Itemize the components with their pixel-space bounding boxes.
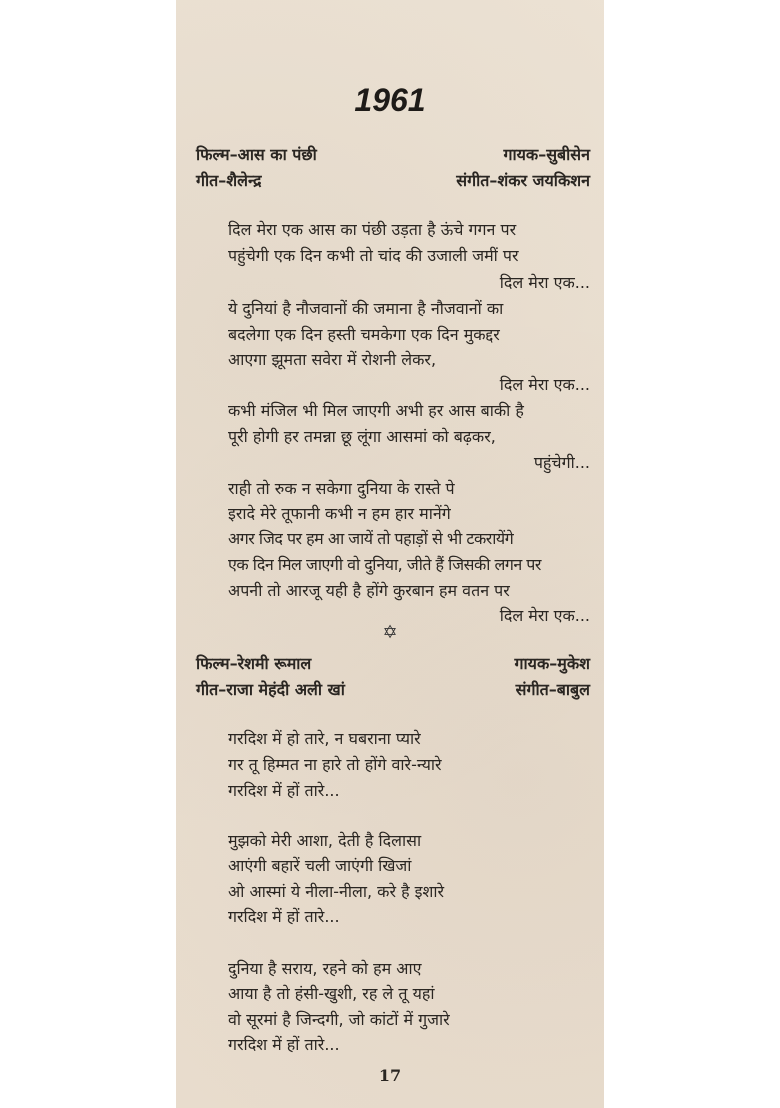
- song1-music: संगीत–शंकर जयकिशन: [456, 171, 590, 190]
- song2-line: गरदिश में हो तारे, न घबराना प्यारे: [228, 729, 421, 748]
- song1-refrain: पहुंचेगी...: [533, 453, 590, 472]
- song1-line: एक दिन मिल जाएगी वो दुनिया, जीते हैं जिसकी लगन पर: [228, 555, 541, 574]
- song1-refrain: दिल मेरा एक...: [499, 606, 590, 625]
- song2-lyricist: गीत–राजा मेहंदी अली खां: [196, 680, 345, 699]
- song2-refrain: गरदिश में हों तारे...: [228, 781, 340, 800]
- song2-line: गर तू हिम्मत ना हारे तो होंगे वारे-न्यारे: [228, 755, 442, 774]
- song1-line: राही तो रुक न सकेगा दुनिया के रास्ते पे: [228, 479, 455, 498]
- song1-refrain: दिल मेरा एक...: [499, 375, 590, 394]
- song2-music: संगीत–बाबुल: [515, 680, 590, 699]
- song1-film: फिल्म–आस का पंछी: [196, 145, 317, 164]
- song2-line: मुझको मेरी आशा, देती है दिलासा: [228, 831, 422, 850]
- song1-lyricist: गीत–शैलेन्द्र: [196, 171, 262, 190]
- song1-line: अगर जिद पर हम आ जायें तो पहाड़ों से भी टकरायेंगे: [228, 529, 514, 548]
- song1-line: अपनी तो आरजू यही है होंगे कुरबान हम वतन पर: [228, 581, 510, 600]
- song1-line: पहुंचेगी एक दिन कभी तो चांद की उजाली जमीं पर: [228, 246, 519, 265]
- song1-line: इरादे मेरे तूफानी कभी न हम हार मानेंगे: [228, 504, 451, 523]
- song2-refrain: गरदिश में हों तारे...: [228, 1035, 340, 1054]
- song1-refrain: दिल मेरा एक...: [499, 273, 590, 292]
- song1-line: बदलेगा एक दिन हस्ती चमकेगा एक दिन मुकद्दर: [228, 325, 500, 344]
- song2-film: फिल्म–रेशमी रूमाल: [196, 654, 312, 673]
- song2-line: दुनिया है सराय, रहने को हम आए: [228, 959, 422, 978]
- song2-line: आएंगी बहारें चली जाएंगी खिजां: [228, 856, 412, 875]
- song1-line: आएगा झूमता सवेरा में रोशनी लेकर,: [228, 350, 437, 369]
- page-number: 17: [378, 1066, 402, 1085]
- book-page: [176, 0, 604, 1108]
- song2-line: आया है तो हंसी-खुशी, रह ले तू यहां: [228, 984, 435, 1003]
- song2-line: ओ आस्मां ये नीला-नीला, करे है इशारे: [228, 882, 445, 901]
- song1-line: पूरी होगी हर तमन्ना छू लूंगा आसमां को बढ़कर,: [228, 427, 496, 446]
- song1-line: कभी मंजिल भी मिल जाएगी अभी हर आस बाकी है: [228, 401, 524, 420]
- star-of-david-icon: ✡: [382, 622, 398, 643]
- song2-singer: गायक–मुकेश: [514, 654, 590, 673]
- song1-line: दिल मेरा एक आस का पंछी उड़ता है ऊंचे गगन पर: [228, 220, 517, 239]
- song2-refrain: गरदिश में हों तारे...: [228, 907, 340, 926]
- song2-line: वो सूरमां है जिन्दगी, जो कांटों में गुजारे: [228, 1010, 450, 1029]
- song1-line: ये दुनियां है नौजवानों की जमाना है नौजवानों का: [228, 299, 504, 318]
- year-heading: 1961: [354, 82, 426, 118]
- song1-singer: गायक–सुबीसेन: [503, 145, 590, 164]
